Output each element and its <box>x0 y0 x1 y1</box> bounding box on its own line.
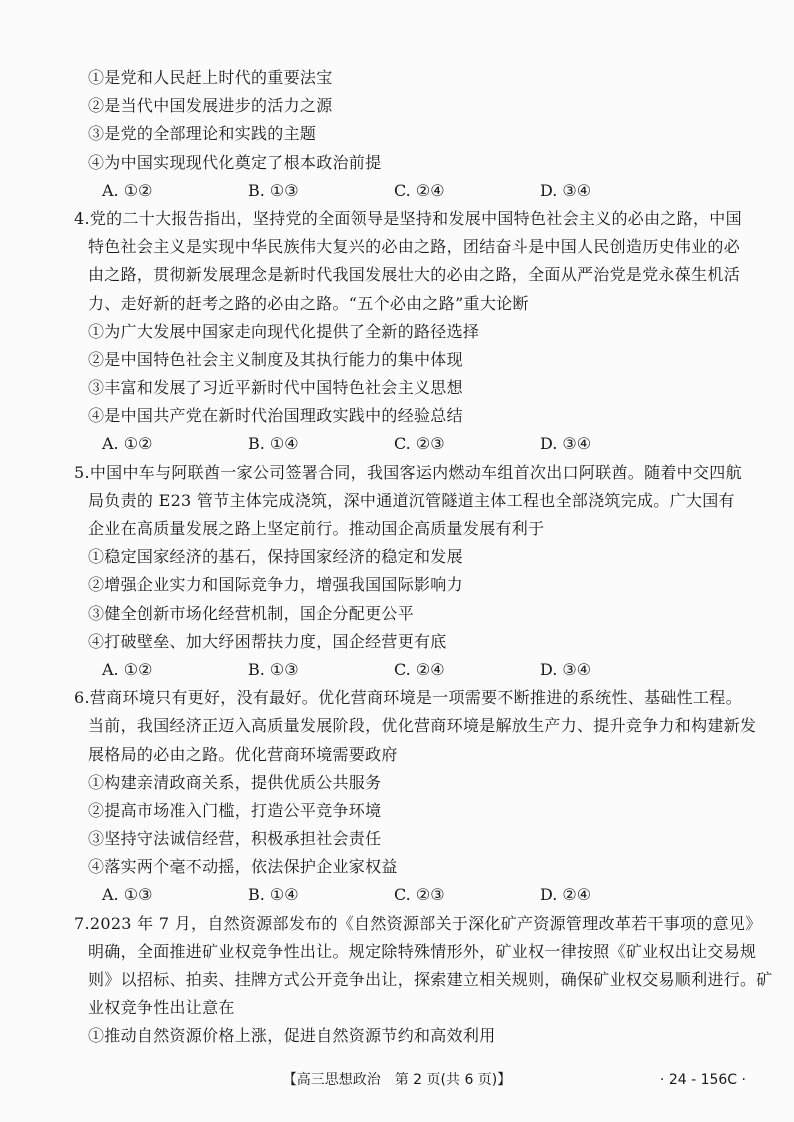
q4-stem-line: 力、走好新的赶考之路的必由之路。“五个必由之路”重大论断 <box>88 293 529 313</box>
q5-option: D. ③④ <box>540 659 592 679</box>
q4-options <box>74 430 754 458</box>
q6-stem-line: 6.营商环境只有更好，没有最好。优化营商环境是一项需要不断推进的系统性、基础性工程。 <box>74 688 742 708</box>
q4-option: D. ③④ <box>540 434 592 454</box>
page-footer <box>0 1068 794 1092</box>
q6-option: A. ①③ <box>102 885 153 905</box>
q4-stem-line: 由之路，贯彻新发展理念是新时代我国发展壮大的必由之路，全面从严治党是党永葆生机活 <box>88 265 741 285</box>
q4-statement: ④是中国共产党在新时代治国理政实践中的经验总结 <box>88 406 463 426</box>
q7-stem-line: 明确，全面推进矿业权竞争性出让。规定除特殊情形外，矿业权一律按照《矿业权出让交易规 <box>88 941 757 961</box>
q6-option: C. ②③ <box>394 885 445 905</box>
q4-statement: ③丰富和发展了习近平新时代中国特色社会主义思想 <box>88 378 463 398</box>
q5-stem-line: 5.中国中车与阿联酋一家公司签署合同，我国客运内燃动车组首次出口阿联酋。随着中交四航 <box>74 462 742 482</box>
q5-stem-line: 企业在高质量发展之路上坚定前行。推动国企高质量发展有利于 <box>88 519 545 538</box>
q5-statement: ①稳定国家经济的基石，保持国家经济的稳定和发展 <box>88 547 463 567</box>
q6-statement: ④落实两个毫不动摇，依法保护企业家权益 <box>88 857 398 877</box>
q4-statement: ①为广大发展中国家走向现代化提供了全新的路径选择 <box>88 321 480 341</box>
q4-option: C. ②③ <box>394 434 445 454</box>
q5-statement: ④打破壁垒、加大纾困帮扶力度，国企经营更有底 <box>88 631 447 651</box>
q6-stem-line: 当前，我国经济正迈入高质量发展阶段，优化营商环境是解放生产力、提升竞争力和构建新发 <box>88 716 757 736</box>
q3-option: C. ②④ <box>394 180 445 200</box>
q5-options <box>74 656 754 684</box>
q3-option: A. ①② <box>102 180 153 200</box>
q5-option: C. ②④ <box>394 659 445 679</box>
q6-option: D. ②④ <box>540 885 592 905</box>
q5-option: A. ①② <box>102 659 153 679</box>
q6-options <box>74 881 754 909</box>
q6-option: B. ①④ <box>248 885 299 905</box>
q5-stem-line: 局负责的 E23 管节主体完成浇筑，深中通道沉管隧道主体工程也全部浇筑完成。广大国有 <box>88 490 735 510</box>
q7-stem-line: 7.2023 年 7 月，自然资源部发布的《自然资源部关于深化矿产资源管理改革若干事项的意见》 <box>74 913 762 933</box>
q6-statement: ②提高市场准入门槛，打造公平竞争环境 <box>88 800 382 820</box>
q7-statement: ①推动自然资源价格上涨，促进自然资源节约和高效利用 <box>88 1026 496 1046</box>
q5-option: B. ①③ <box>248 659 299 679</box>
footer-code: · 24 - 156C · <box>659 1072 746 1088</box>
q3-statement: ③是党的全部理论和实践的主题 <box>88 124 317 144</box>
q6-statement: ③坚持守法诚信经营，积极承担社会责任 <box>88 829 382 849</box>
q3-options <box>74 177 754 205</box>
q5-statement: ③健全创新市场化经营机制，国企分配更公平 <box>88 603 415 623</box>
q4-option: B. ①④ <box>248 434 299 454</box>
q4-statement: ②是中国特色社会主义制度及其执行能力的集中体现 <box>88 349 463 369</box>
q6-statement: ①构建亲清政商关系，提供优质公共服务 <box>88 772 382 792</box>
q4-stem-line: 特色社会主义是实现中华民族伟大复兴的必由之路，团结奋斗是中国人民创造历史伟业的必 <box>88 237 741 257</box>
q7-stem-line: 则》以招标、拍卖、挂牌方式公开竞争出让，探索建立相关规则，确保矿业权交易顺利进行。矿 <box>88 970 773 989</box>
questions-body <box>74 64 773 1051</box>
q4-stem-line: 4.党的二十大报告指出，坚持党的全面领导是坚持和发展中国特色社会主义的必由之路，中国 <box>74 208 742 228</box>
q6-stem-line: 展格局的必由之路。优化营商环境需要政府 <box>88 744 398 764</box>
q3-option: D. ③④ <box>540 180 592 200</box>
q3-option: B. ①③ <box>248 180 299 200</box>
footer-page-info: 【高三思想政治 第 2 页(共 6 页)】 <box>282 1072 512 1088</box>
q5-statement: ②增强企业实力和国际竞争力，增强我国国际影响力 <box>88 575 463 595</box>
q7-stem-line: 业权竞争性出让意在 <box>88 998 235 1018</box>
q4-option: A. ①② <box>102 434 153 454</box>
q3-statement: ②是当代中国发展进步的活力之源 <box>88 96 333 116</box>
q3-statement: ④为中国实现现代化奠定了根本政治前提 <box>88 152 382 172</box>
q3-statement: ①是党和人民赶上时代的重要法宝 <box>88 68 333 87</box>
